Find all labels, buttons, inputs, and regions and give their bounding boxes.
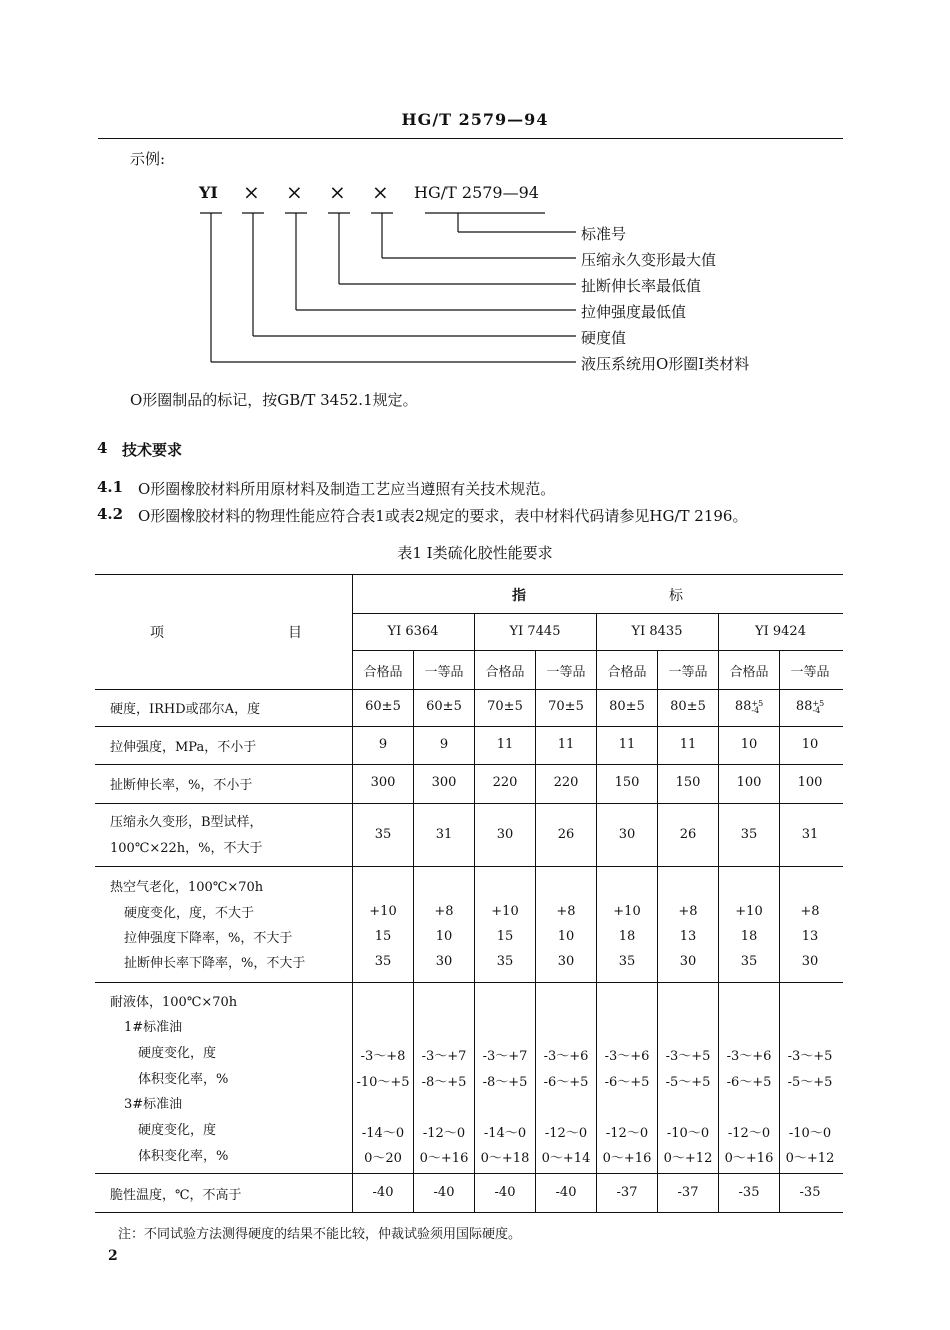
table-cell: 0～+16 [419,1151,469,1166]
table-cell: -10～0 [788,1126,832,1141]
material-header: YI 9424 [755,624,806,639]
material-header: YI 8435 [631,624,683,639]
table-cell: -14～0 [361,1126,405,1141]
table-cell: -3～+6 [604,1049,650,1064]
grade-header: 一等品 [424,665,464,680]
table-cell: +10 [613,904,641,919]
page-number: 2 [108,1248,118,1264]
clause-4-1-text: O形圈橡胶材料所用原材料及制造工艺应当遵照有关技术规范。 [138,480,556,498]
table-cell: 35 [496,954,514,969]
table-cell: -40 [494,1185,516,1200]
table-cell: +8 [434,904,454,919]
table-cell: 10 [801,737,819,752]
table-cell: 70±5 [487,699,523,714]
table-cell-with-tolerance [779,699,841,714]
hardness-base-value: 88 [795,699,813,714]
table-rule [95,1173,843,1174]
legend-tensile: 拉伸强度最低值 [581,303,687,321]
table-cell: 60±5 [365,699,401,714]
section-title: 技术要求 [122,441,183,459]
table-cell: 10 [557,929,575,944]
grade-header: 一等品 [790,665,830,680]
legend-standard-number: 标准号 [581,225,627,243]
table-cell: 220 [553,775,579,790]
table-cell: 220 [492,775,518,790]
table-cell: -40 [433,1185,455,1200]
table-cell: 300 [431,775,457,790]
row-label-compression-2: 100℃×22h，%，不大于 [110,841,263,856]
table-cell: +8 [678,904,698,919]
grade-header: 一等品 [668,665,708,680]
clause-4-2-text: O形圈橡胶材料的物理性能应符合表1或表2规定的要求，表中材料代码请参见HG/T 2196。 [138,507,748,525]
table-cell: 30 [618,827,636,842]
table-cell: 30 [496,827,514,842]
code-placeholder-3: × [329,180,346,204]
code-leader-lines [0,0,950,400]
index-header-right: 标 [669,588,683,604]
code-standard: HG/T 2579—94 [414,183,539,202]
table-cell: -12～0 [422,1126,466,1141]
table-cell: 80±5 [670,699,706,714]
table-cell: +8 [556,904,576,919]
table-cell: 13 [801,929,819,944]
legend-compression-set: 压缩永久变形最大值 [581,251,717,269]
row-label-elongation: 扯断伸长率，%，不小于 [110,778,253,793]
table-note: 注：不同试验方法测得硬度的结果不能比较，仲裁试验须用国际硬度。 [118,1227,522,1242]
table-cell: 35 [374,827,392,842]
table-cell: -10～0 [666,1126,710,1141]
index-header-left: 指 [512,588,526,604]
table-cell: 18 [740,929,758,944]
table-cell: 35 [740,827,758,842]
table-cell: 30 [679,954,697,969]
table-cell: 0～+18 [480,1151,530,1166]
table-cell: 0～+16 [724,1151,774,1166]
section-number: 4 [97,439,108,457]
table-cell: 0～20 [364,1151,402,1166]
table-cell: 30 [801,954,819,969]
table-cell: 31 [435,827,453,842]
code-prefix: YI [199,183,218,202]
table-top-rule [95,574,843,575]
table-cell: 35 [618,954,636,969]
table-cell: -40 [372,1185,394,1200]
table-cell: -3～+8 [360,1049,406,1064]
table-cell: 11 [679,737,697,752]
table-cell: -3～+7 [482,1049,528,1064]
table-cell: 100 [797,775,823,790]
code-placeholder-2: × [286,180,303,204]
row-label-oil3: 3#标准油 [124,1097,183,1112]
document-header: HG/T 2579—94 [401,110,549,129]
table-cell: 0～+12 [663,1151,713,1166]
legend-elongation: 扯断伸长率最低值 [581,277,702,295]
row-label-oil1: 1#标准油 [124,1020,183,1035]
table-rule [352,613,843,614]
grade-header: 合格品 [485,665,525,680]
table-cell: 15 [496,929,514,944]
table-bottom-rule [95,1212,843,1213]
table-cell: +8 [800,904,820,919]
table-cell: -3～+5 [665,1049,711,1064]
table-cell: -40 [555,1185,577,1200]
row-label-brittleness: 脆性温度，℃，不高于 [110,1188,242,1203]
table-cell: -37 [677,1185,699,1200]
row-label-oil3-hardness: 硬度变化，度 [138,1123,217,1138]
tolerance-plus: +5 [812,698,825,708]
table-cell: -37 [616,1185,638,1200]
table-cell: +10 [369,904,397,919]
legend-hardness: 硬度值 [581,329,627,347]
table-cell: -12～0 [727,1126,771,1141]
table-rule [352,650,843,651]
clause-4-1-number: 4.1 [97,478,124,496]
table-cell: -3～+5 [787,1049,833,1064]
table-cell: 11 [496,737,514,752]
row-label-oil3-volume: 体积变化率，% [138,1149,229,1164]
table-cell: -5～+5 [665,1075,711,1090]
code-placeholder-1: × [243,180,260,204]
item-header-left: 项 [150,625,164,641]
table-cell: -6～+5 [543,1075,589,1090]
table-cell: 70±5 [548,699,584,714]
table-cell: +10 [735,904,763,919]
table-cell: -12～0 [605,1126,649,1141]
marking-note: O形圈制品的标记，按GB/T 3452.1规定。 [130,391,418,409]
table-cell: 100 [736,775,762,790]
grade-header: 合格品 [729,665,769,680]
table-cell: 80±5 [609,699,645,714]
table-cell: -35 [738,1185,760,1200]
code-placeholder-4: × [372,180,389,204]
table-cell: -6～+5 [604,1075,650,1090]
table-cell: 13 [679,929,697,944]
table-cell: 30 [435,954,453,969]
table-cell: 10 [740,737,758,752]
table-cell: 9 [439,737,449,752]
table-cell: -8～+5 [421,1075,467,1090]
table-rule [95,689,843,690]
table-cell: -14～0 [483,1126,527,1141]
row-label-fluid-title: 耐液体，100℃×70h [110,995,238,1010]
table-cell: 0～+16 [602,1151,652,1166]
table-cell: 26 [679,827,697,842]
example-label: 示例: [130,150,166,168]
item-header-right: 目 [288,625,302,641]
table-cell: -3～+7 [421,1049,467,1064]
table-cell: 26 [557,827,575,842]
table-cell: 18 [618,929,636,944]
table-rule [95,726,843,727]
row-label-oil1-volume: 体积变化率，% [138,1072,229,1087]
grade-header: 合格品 [363,665,403,680]
clause-4-2-number: 4.2 [97,505,124,523]
grade-header: 合格品 [607,665,647,680]
material-header: YI 6364 [387,624,439,639]
table-caption: 表1 Ⅰ类硫化胶性能要求 [397,544,553,562]
table-cell: -3～+6 [543,1049,589,1064]
tolerance-minus: -4 [751,705,760,715]
row-label-aging-elongation: 扯断伸长率下降率，%，不大于 [124,956,306,971]
row-label-compression-1: 压缩永久变形，B型试样， [110,815,263,830]
table-cell: 9 [378,737,388,752]
table-cell: -6～+5 [726,1075,772,1090]
table-cell: 150 [675,775,701,790]
tolerance-minus: -4 [812,705,821,715]
table-cell: 10 [435,929,453,944]
table-cell: -3～+6 [726,1049,772,1064]
tolerance-plus: +5 [751,698,764,708]
table-cell: -8～+5 [482,1075,528,1090]
row-label-aging-hardness: 硬度变化，度，不大于 [124,906,255,921]
table-cell: 60±5 [426,699,462,714]
table-rule [95,982,843,983]
table-cell: 35 [374,954,392,969]
table-cell: 11 [557,737,575,752]
legend-material: 液压系统用O形圈Ⅰ类材料 [581,355,750,373]
row-label-hardness: 硬度，IRHD或邵尔A，度 [110,702,261,717]
table-cell: 31 [801,827,819,842]
row-label-aging-tensile: 拉伸强度下降率，%，不大于 [124,931,293,946]
table-rule [95,764,843,765]
hardness-base-value: 88 [734,699,752,714]
row-label-aging-title: 热空气老化，100℃×70h [110,880,264,895]
table-rule [95,803,843,804]
row-label-oil1-hardness: 硬度变化，度 [138,1046,217,1061]
material-header: YI 7445 [509,624,561,639]
table-cell: -5～+5 [787,1075,833,1090]
table-cell: +10 [491,904,519,919]
table-cell: -12～0 [544,1126,588,1141]
table-cell: 300 [370,775,396,790]
table-cell: 11 [618,737,636,752]
table-cell: 0～+12 [785,1151,835,1166]
table-cell: 0～+14 [541,1151,591,1166]
table-cell: -35 [799,1185,821,1200]
table-cell-with-tolerance [718,699,780,714]
grade-header: 一等品 [546,665,586,680]
table-cell: 30 [557,954,575,969]
table-cell: -10～+5 [356,1075,410,1090]
table-cell: 35 [740,954,758,969]
table-cell: 150 [614,775,640,790]
table-rule [95,866,843,867]
row-label-tensile: 拉伸强度，MPa，不小于 [110,740,257,755]
table-cell: 15 [374,929,392,944]
